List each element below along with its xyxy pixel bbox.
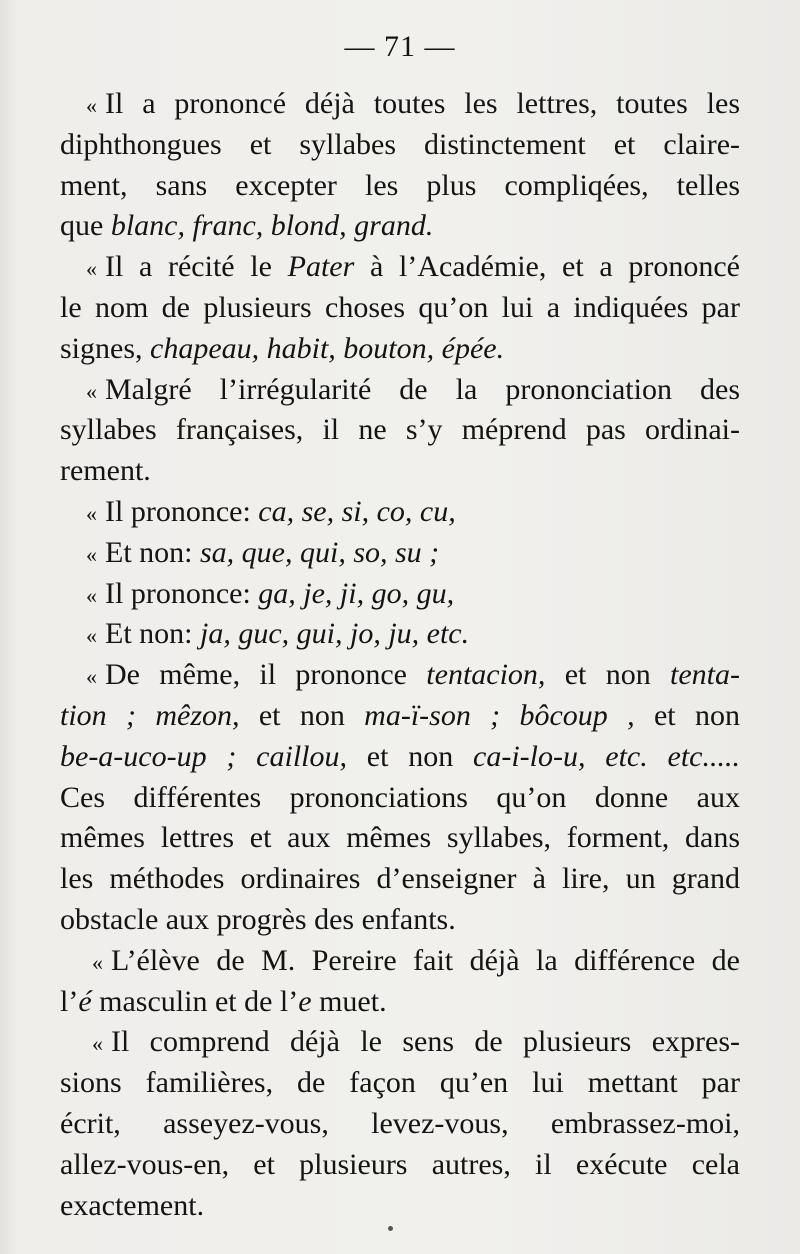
- quote-mark: «: [86, 664, 97, 690]
- text-line: écrit, asseyez-vous, levez-vous, embrassez-moi,: [60, 1106, 740, 1140]
- text-line: « De même, il prononce tentacion, et non tenta-: [86, 658, 740, 692]
- quote-mark: «: [86, 93, 97, 118]
- text-line: l’é masculin et de l’e muet.: [60, 984, 387, 1018]
- quote-mark: «: [86, 623, 97, 649]
- text-line: « Il comprend déjà le sens de plusieurs expres-: [92, 1025, 740, 1059]
- text-line: « Il prononce: ca, se, si, co, cu,: [86, 494, 456, 528]
- text-line: le nom de plusieurs choses qu’on lui a indiquées par: [60, 290, 740, 324]
- text-line: « Et non: ja, guc, gui, jo, ju, etc.: [86, 617, 470, 651]
- text-line: « Et non: sa, que, qui, so, su ;: [86, 535, 440, 569]
- ink-speck: [388, 1226, 393, 1231]
- text-line: be-a-uco-up ; caillou, et non ca-i-lo-u, etc. etc.....: [60, 739, 740, 773]
- text-line: diphthongues et syllabes distinctement et claire-: [60, 127, 740, 161]
- text-line: « Malgré l’irrégularité de la prononciation des: [86, 372, 740, 406]
- quote-mark: «: [86, 582, 97, 608]
- text-line: ment, sans excepter les plus compliqées, telles: [60, 168, 740, 202]
- quote-mark: «: [92, 949, 103, 975]
- quote-mark: «: [92, 1031, 103, 1057]
- text-line: « Il a récité le Pater à l’Académie, et a prononcé: [86, 250, 740, 284]
- quote-mark: «: [86, 378, 97, 404]
- text-line: les méthodes ordinaires d’enseigner à lire, un grand: [60, 862, 740, 896]
- text-line: Ces différentes prononciations qu’on donne aux: [60, 780, 740, 814]
- text-line: syllabes françaises, il ne s’y méprend pas ordinai-: [60, 413, 740, 447]
- text-line: rement.: [60, 454, 151, 488]
- text-line: « L’élève de M. Pereire fait déjà la différence de: [92, 943, 740, 977]
- quote-mark: «: [86, 500, 97, 526]
- text-line: tion ; mêzon, et non ma-ï-son ; bôcoup , et non: [60, 698, 740, 732]
- text-line: signes, chapeau, habit, bouton, épée.: [60, 331, 505, 365]
- text-line: exactement.: [60, 1188, 205, 1222]
- quote-mark: «: [86, 541, 97, 567]
- text-line: mêmes lettres et aux mêmes syllabes, forment, dans: [60, 821, 740, 855]
- page-number: — 71 —: [344, 30, 456, 63]
- body-text: [60, 84, 740, 1226]
- text-line: « Il prononce: ga, je, ji, go, gu,: [86, 576, 455, 610]
- text-line: allez-vous-en, et plusieurs autres, il exécute cela: [60, 1147, 740, 1181]
- text-line: « Il a prononcé déjà toutes les lettres, toutes les: [86, 87, 740, 120]
- text-line: sions familières, de façon qu’en lui mettant par: [60, 1066, 740, 1100]
- text-line: que blanc, franc, blond, grand.: [60, 209, 434, 243]
- quote-mark: «: [86, 256, 97, 282]
- text-line: obstacle aux progrès des enfants.: [60, 902, 456, 936]
